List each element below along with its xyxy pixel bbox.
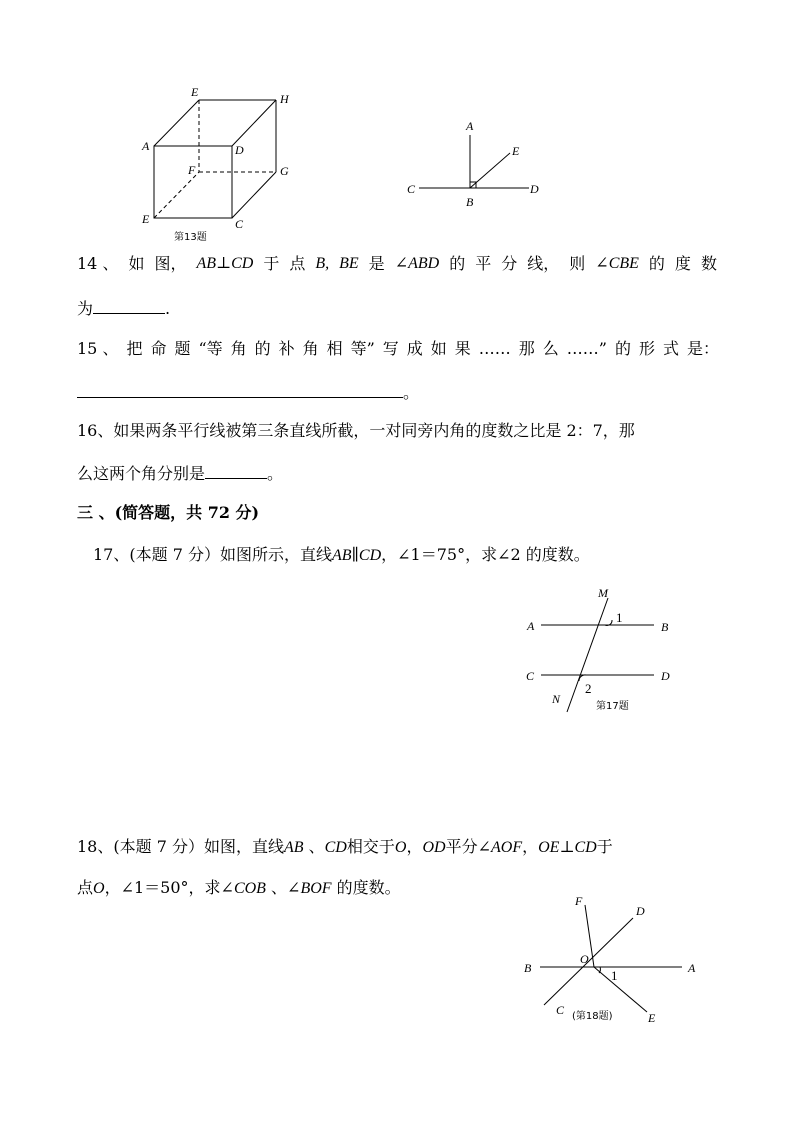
question-17-prefix: 17、(本题 7 分）如图所示，直线	[93, 545, 332, 564]
label-17-c: C	[526, 669, 535, 683]
text-token: 写	[382, 339, 399, 358]
text-token: 么	[542, 339, 559, 358]
answer-blank-14[interactable]	[93, 299, 165, 314]
text-token: 形	[638, 339, 655, 358]
question-16-line2	[77, 464, 283, 482]
q18-cd: CD	[324, 839, 347, 856]
text-token: 是：	[686, 339, 719, 358]
text-token: 则	[569, 254, 586, 273]
label-17-m: M	[598, 586, 608, 600]
q18-aof: AOF	[490, 839, 523, 856]
q18-cd2: CD	[574, 839, 597, 856]
question-15-number: 15 、	[77, 339, 119, 358]
text-token: 的	[648, 254, 665, 273]
label-c: C	[235, 217, 244, 231]
text-token: 题	[174, 339, 191, 358]
label-14-b: B	[466, 195, 474, 209]
text-token: 相	[326, 339, 343, 358]
label-a: A	[142, 139, 150, 153]
label-18-a: A	[688, 961, 696, 975]
question-14-number: 14 、	[77, 254, 119, 273]
q18-text-2b: ，∠1＝50°，求∠	[104, 878, 234, 897]
text-token: 角	[302, 339, 319, 358]
question-17-parallel: AB∥CD	[331, 547, 382, 564]
question-16-line1: 16、如果两条平行线被第三条直线所截，一对同旁内角的度数之比是 2：7，那	[77, 421, 635, 440]
answer-blank-15[interactable]	[77, 383, 403, 398]
text-token: ∠CBE	[595, 255, 639, 272]
q18-text-c: 相交于	[346, 837, 395, 856]
text-token: 于	[263, 254, 280, 273]
q18-text-2d: 的度数。	[336, 878, 401, 897]
q18-bof: BOF	[300, 880, 332, 897]
label-14-d: D	[530, 182, 539, 196]
text-token: 成	[406, 339, 423, 358]
text-token: ……	[478, 339, 511, 358]
label-18-o: O	[580, 952, 589, 966]
text-token: 平	[475, 254, 492, 273]
text-token: 的	[614, 339, 631, 358]
answer-blank-16[interactable]	[205, 464, 267, 479]
label-g: G	[280, 164, 289, 178]
text-token: 把	[126, 339, 143, 358]
q18-o2: O	[93, 880, 105, 897]
text-token: ∠ABD	[394, 255, 440, 272]
text-token: 线，	[527, 254, 560, 273]
question-16-suffix: 。	[267, 464, 284, 483]
text-token: 图，	[154, 254, 187, 273]
text-token: 等”	[350, 339, 375, 358]
text-token: B,	[315, 255, 330, 272]
label-18-e: E	[648, 1011, 656, 1025]
label-18-d: D	[636, 904, 645, 918]
label-17-d: D	[661, 669, 670, 683]
q18-text-f: ，	[522, 837, 539, 856]
question-15-suffix: 。	[403, 383, 420, 402]
label-17-angle-1: 1	[616, 610, 623, 625]
question-17-text	[93, 547, 590, 564]
text-token: 数	[700, 254, 717, 273]
q18-cob: COB	[233, 880, 266, 897]
text-token: 度	[674, 254, 691, 273]
label-17-a: A	[527, 619, 535, 633]
figure-14-angle	[419, 135, 529, 188]
text-token: 补	[278, 339, 295, 358]
label-f: F	[188, 163, 196, 177]
question-14-suffix: .	[165, 299, 171, 318]
text-token: 式	[662, 339, 679, 358]
text-token: 的	[449, 254, 466, 273]
figure-18-intersecting-lines	[540, 905, 682, 1012]
question-15-line2	[77, 383, 419, 401]
q18-od: OD	[422, 839, 446, 856]
question-14-line2	[77, 299, 170, 317]
question-18-line1	[77, 839, 613, 856]
label-18-f: F	[575, 894, 583, 908]
label-e-top: E	[191, 85, 199, 99]
label-14-e: E	[512, 144, 520, 158]
text-token: BE	[339, 255, 359, 272]
question-17-rest: ，∠1＝75°，求∠2 的度数。	[381, 545, 590, 564]
label-18-b: B	[524, 961, 532, 975]
question-16-prefix: 么这两个角分别是	[77, 464, 206, 483]
text-token: 的	[254, 339, 271, 358]
text-token: 那	[518, 339, 535, 358]
q18-text-2c: 、∠	[271, 878, 301, 897]
text-token: 命	[150, 339, 167, 358]
section-3-title: 三 、(简答题，共 72 分)	[77, 503, 260, 522]
cube-front-face	[154, 146, 232, 218]
label-18-c: C	[556, 1003, 565, 1017]
q18-text-b: 、	[308, 837, 325, 856]
figure-18-caption: (第18题)	[572, 1011, 613, 1022]
q18-text-e: 平分∠	[445, 837, 491, 856]
q18-o: O	[394, 839, 407, 856]
text-token: 如	[430, 339, 447, 358]
label-17-n: N	[552, 692, 561, 706]
text-token: AB⊥CD	[196, 255, 254, 272]
text-token: 是	[368, 254, 385, 273]
question-14-line1	[77, 256, 717, 272]
q18-ab: AB	[283, 839, 304, 856]
text-token: 果	[454, 339, 471, 358]
figure-17-caption: 第17题	[596, 701, 629, 712]
text-token: 如	[128, 254, 145, 273]
label-18-angle-1: 1	[611, 968, 618, 983]
q18-text-h: 于	[596, 837, 613, 856]
q18-text-a: 18、(本题 7 分）如图，直线	[77, 837, 284, 856]
label-h: H	[280, 92, 289, 106]
question-15-line1	[77, 341, 719, 357]
text-token: “等	[198, 339, 223, 358]
label-14-c: C	[407, 182, 416, 196]
question-18-line2	[77, 880, 401, 897]
question-14-prefix: 为	[77, 299, 94, 318]
text-token: 角	[230, 339, 247, 358]
q18-text-g: ⊥	[559, 837, 575, 856]
q18-text-2a: 点	[77, 878, 94, 897]
label-14-a: A	[466, 119, 474, 133]
q18-text-d: ，	[406, 837, 423, 856]
figure-13-caption: 第13题	[174, 232, 207, 243]
text-token: ……”	[566, 339, 607, 358]
text-token: 分	[501, 254, 518, 273]
label-17-b: B	[661, 620, 669, 634]
label-d: D	[235, 143, 244, 157]
label-17-angle-2: 2	[585, 681, 592, 696]
q18-oe: OE	[538, 839, 560, 856]
text-token: 点	[289, 254, 306, 273]
label-e-bottom: E	[142, 212, 150, 226]
